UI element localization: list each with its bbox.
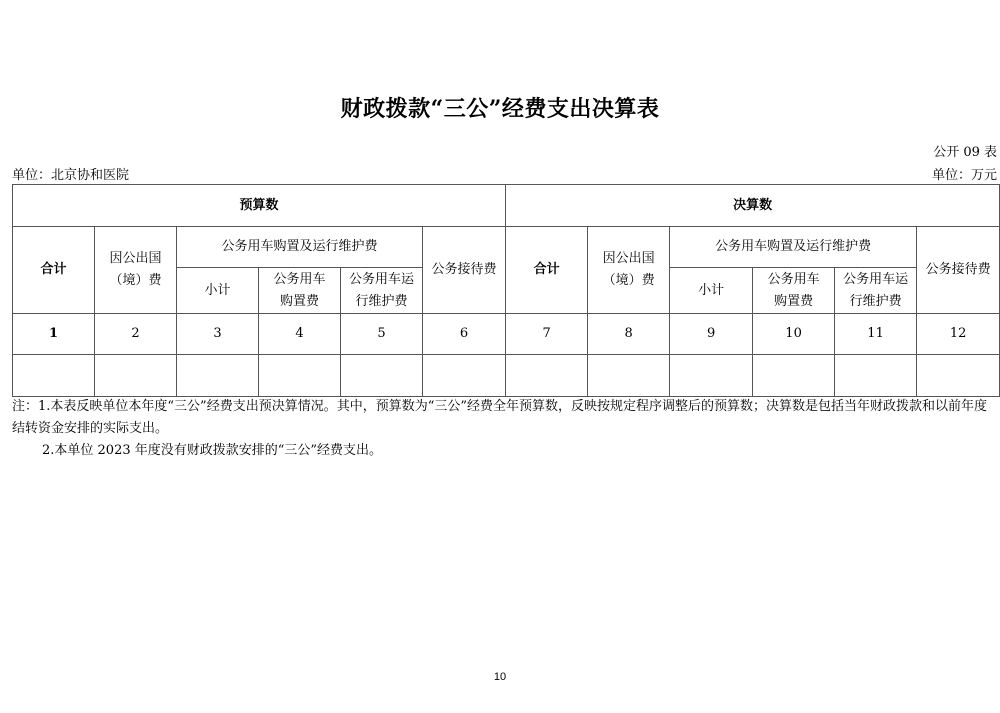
note-2: 2.本单位 2023 年度没有财政拨款安排的“三公”经费支出。	[42, 443, 383, 458]
budget-total-header: 合计	[13, 227, 95, 314]
page-title: 财政拨款“三公”经费支出决算表	[340, 96, 660, 122]
data-cell	[95, 355, 177, 397]
final-vehicle-group-header: 公务用车购置及运行维护费	[670, 227, 917, 268]
final-accounts-header: 决算数	[506, 185, 1000, 227]
data-cell	[341, 355, 423, 397]
data-cell	[670, 355, 753, 397]
three-public-expenses-table	[12, 184, 1000, 397]
column-number: 8	[588, 314, 670, 355]
column-number: 2	[95, 314, 177, 355]
data-cell	[177, 355, 259, 397]
reporting-unit: 单位：北京协和医院	[12, 168, 130, 183]
final-vehicle-maintenance-header: 公务用车运行维护费	[835, 268, 917, 314]
data-cell	[588, 355, 670, 397]
budget-header: 预算数	[13, 185, 506, 227]
column-number: 12	[917, 314, 1000, 355]
data-cell	[13, 355, 95, 397]
final-overseas-header: 因公出国（境）费	[588, 227, 670, 314]
final-vehicle-purchase-header: 公务用车购置费	[753, 268, 835, 314]
budget-vehicle-maintenance-header: 公务用车运行维护费	[341, 268, 423, 314]
column-number: 5	[341, 314, 423, 355]
section-header-row	[13, 185, 1000, 227]
page-number: 10	[493, 671, 507, 683]
data-cell	[753, 355, 835, 397]
column-number: 11	[835, 314, 917, 355]
final-subtotal-header: 小计	[670, 268, 753, 314]
data-cell	[259, 355, 341, 397]
budget-vehicle-group-header: 公务用车购置及运行维护费	[177, 227, 423, 268]
budget-reception-header: 公务接待费	[423, 227, 506, 314]
column-number: 10	[753, 314, 835, 355]
note-1: 注：1.本表反映单位本年度“三公”经费支出预决算情况。其中，预算数为“三公”经费全年预算数，反映按规定程序调整后的预算数；决算数是包括当年财政拨款和以前年度结转资金安排的实际支出。	[12, 399, 987, 436]
column-number: 7	[506, 314, 588, 355]
data-cell	[917, 355, 1000, 397]
column-number: 1	[13, 314, 95, 355]
column-number: 3	[177, 314, 259, 355]
final-reception-header: 公务接待费	[917, 227, 1000, 314]
column-number-row	[13, 314, 1000, 355]
final-total-header: 合计	[506, 227, 588, 314]
data-cell	[506, 355, 588, 397]
currency-unit: 单位：万元	[931, 168, 997, 183]
column-number: 4	[259, 314, 341, 355]
data-cell	[423, 355, 506, 397]
column-number: 9	[670, 314, 753, 355]
data-cell	[835, 355, 917, 397]
data-row	[13, 355, 1000, 397]
column-header-row	[13, 227, 1000, 268]
form-number: 公开 09 表	[933, 145, 997, 160]
budget-overseas-header: 因公出国（境）费	[95, 227, 177, 314]
column-number: 6	[423, 314, 506, 355]
budget-vehicle-purchase-header: 公务用车购置费	[259, 268, 341, 314]
budget-subtotal-header: 小计	[177, 268, 259, 314]
